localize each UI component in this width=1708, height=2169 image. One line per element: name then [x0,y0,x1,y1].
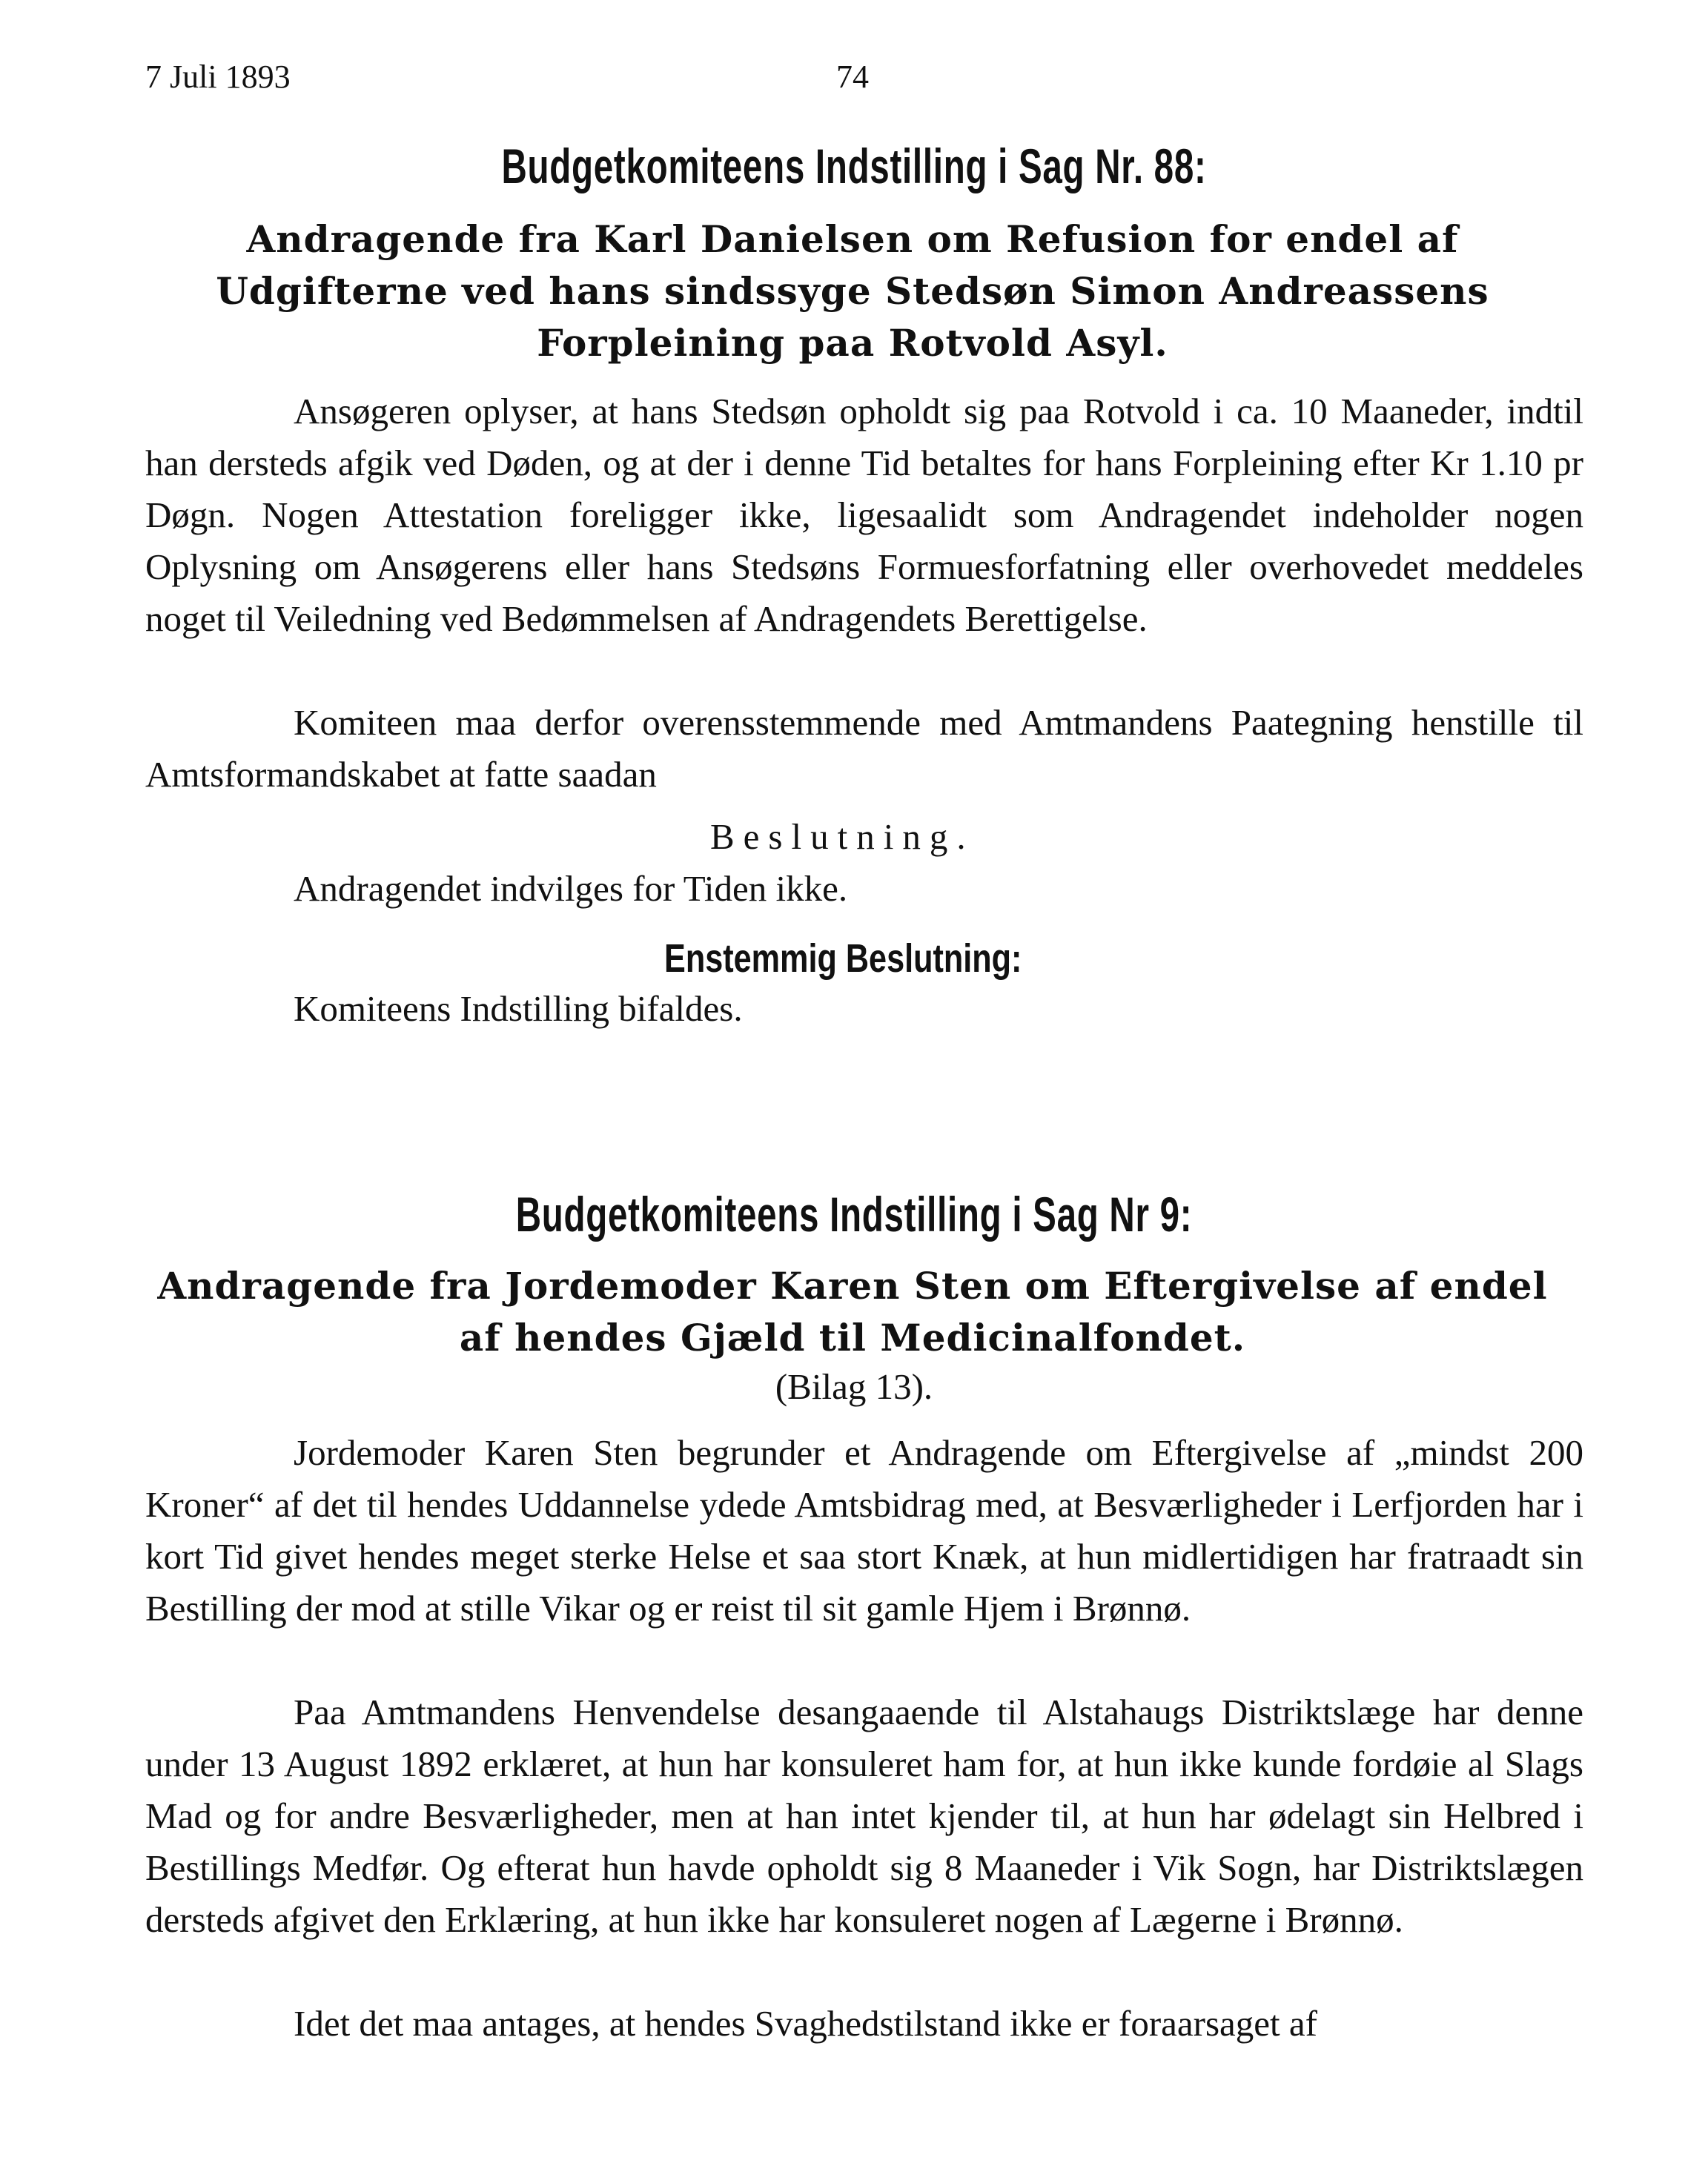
section2-heading: Budgetkomiteens Indstilling i Sag Nr 9: [515,1187,1193,1242]
section1-subtitle: Andragende fra Karl Danielsen om Refusion for endel af Udgifterne ved hans sindssyge Stedsøn Simon Andreassens Forpleining paa Rotvold Asyl. [216,217,1489,365]
approval-text: Komiteens Indstilling bifaldes. [294,988,743,1029]
decision-text: Andragendet indvilges for Tiden ikke. [294,868,848,909]
section1-paragraph-2 [145,697,1583,801]
unanimous-heading: Enstemmig Beslutning: [664,936,1022,981]
header-date: 7 Juli 1893 [145,59,291,95]
page-number: 74 [836,59,869,95]
section1-paragraph-2-text: Komiteen maa derfor overensstemmende med Amtmandens Paategning henstille til Amtsformandskabet at fatte saadan [145,702,1583,795]
bilag-reference: (Bilag 13). [775,1366,933,1407]
section2-paragraph-1 [145,1427,1583,1635]
section2-subtitle: Andragende fra Jordemoder Karen Sten om Eftergivelse af endel af hendes Gjæld til Medicinalfondet. [157,1264,1548,1360]
section1-paragraph-1 [145,385,1583,645]
section2-paragraph-1-text: Jordemoder Karen Sten begrunder et Andragende om Eftergivelse af „mindst 200 Kroner“ af det til hendes Uddannelse ydede Amtsbidrag med, at Besværligheder i Lerfjorden har i kort Tid givet hendes meget sterke Helse et saa stort Knæk, at hun midlertidigen har fratraadt sin Bestilling der mod at stille Vikar og er reist til sit gamle Hjem i Brønnø. [145,1432,1583,1629]
section2-paragraph-2-text: Paa Amtmandens Henvendelse desangaaende til Alstahaugs Distriktslæge har denne under 13 August 1892 erklæret, at hun har konsuleret ham for, at hun ikke kunde fordøie al Slags Mad og for andre Besværligheder, men at han intet kjender til, at hun har ødelagt sin Helbred i Bestillings Medfør. Og efterat hun havde opholdt sig 8 Maaneder i Vik Sogn, har Distriktslægen dersteds afgivet den Erklæring, at hun ikke har konsuleret nogen af Lægerne i Brønnø. [145,1692,1583,1940]
section2-paragraph-3 [145,1998,1583,2050]
section1-paragraph-1-text: Ansøgeren oplyser, at hans Stedsøn opholdt sig paa Rotvold i ca. 10 Maaneder, indtil han dersteds afgik ved Døden, og at der i denne Tid betaltes for hans Forpleining efter Kr 1.10 pr Døgn. Nogen Attestation foreligger ikke, ligesaalidt som Andragendet indeholder nogen Oplysning om Ansøgerens eller hans Stedsøns Formuesforfatning eller overhovedet meddeles noget til Veiledning ved Bedømmelsen af Andragendets Berettigelse. [145,391,1583,639]
beslutning-heading: Beslutning. [710,816,975,857]
section2-paragraph-3-text: Idet det maa antages, at hendes Svaghedstilstand ikke er foraarsaget af [294,2003,1317,2044]
section2-paragraph-2 [145,1686,1583,1946]
section1-heading: Budgetkomiteens Indstilling i Sag Nr. 88: [501,139,1207,193]
